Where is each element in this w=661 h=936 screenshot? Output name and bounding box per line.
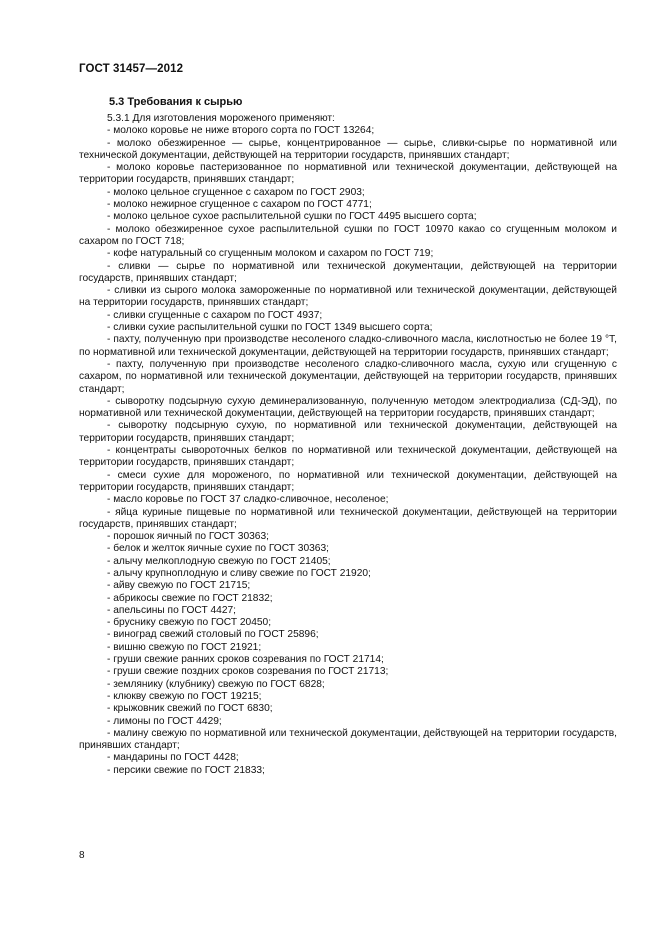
list-item: - сливки из сырого молока замороженные по нормативной или технической документации, действующей на территории государств, принявших стандарт; <box>79 285 617 309</box>
list-item: - малину свежую по нормативной или технической документации, действующей на территории государств, принявших стандарт; <box>79 727 617 752</box>
list-item: - груши свежие ранних сроков созревания по ГОСТ 21714; <box>107 654 384 666</box>
list-item: - абрикосы свежие по ГОСТ 21832; <box>107 592 273 604</box>
list-item: - концентраты сывороточных белков по нормативной или технической документации, действующей на территории государств, принявших стандарт; <box>79 445 617 469</box>
list-item: - молоко нежирное сгущенное с сахаром по ГОСТ 4771; <box>107 199 372 211</box>
section-title: 5.3 Требования к сырью <box>109 96 243 108</box>
list-item: - алычу крупноплодную и сливу свежие по ГОСТ 21920; <box>107 567 371 579</box>
list-item: - смеси сухие для мороженого, по нормативной или технической документации, действующей на территории государств, принявших стандарт; <box>79 469 617 493</box>
list-item: - бруснику свежую по ГОСТ 20450; <box>107 617 272 629</box>
list-item: - молоко обезжиренное сухое распылительной сушки по ГОСТ 10970 какао со сгущенным молоком и сахаром по ГОСТ 718; <box>79 223 617 247</box>
list-item: - сливки сгущенные с сахаром по ГОСТ 4937; <box>107 309 323 321</box>
list-item: - крыжовник свежий по ГОСТ 6830; <box>107 703 273 715</box>
list-item: - лимоны по ГОСТ 4429; <box>107 715 222 727</box>
list-item: - землянику (клубнику) свежую по ГОСТ 6828; <box>107 678 325 690</box>
list-item: - молоко цельное сгущенное с сахаром по ГОСТ 2903; <box>107 186 365 198</box>
page-number: 8 <box>79 850 85 861</box>
list-item: - апельсины по ГОСТ 4427; <box>107 604 236 616</box>
list-item: - пахту, полученную при производстве несоленого сладко-сливочного масла, кислотностью не более 19 °Т, по нормативной или технической документации, действующей на территории государств, принявших стандарт; <box>79 334 617 358</box>
list-item: - сливки сухие распылительной сушки по ГОСТ 1349 высшего сорта; <box>107 322 433 334</box>
list-item: - молоко коровье пастеризованное по нормативной или технической документации, действующей на территории государств, принявших стандарт; <box>79 162 617 186</box>
clause-intro: 5.3.1 Для изготовления мороженого применяют: <box>107 113 335 124</box>
list-item: - масло коровье по ГОСТ 37 сладко-сливочное, несоленое; <box>107 494 389 506</box>
list-item: - кофе натуральный со сгущенным молоком и сахаром по ГОСТ 719; <box>107 248 434 260</box>
list-item: - мандарины по ГОСТ 4428; <box>107 752 239 764</box>
list-item: - вишню свежую по ГОСТ 21921; <box>107 641 262 653</box>
list-item: - персики свежие по ГОСТ 21833; <box>107 764 265 776</box>
list-item: - айву свежую по ГОСТ 21715; <box>107 580 251 592</box>
list-item: - сыворотку подсырную сухую деминерализованную, полученную методом электродиализа (СД-ЭД), по нормативной или технической документации, действующей на территории государств, принявших стандарт; <box>79 395 617 420</box>
list-item: - виноград свежий столовый по ГОСТ 25896; <box>107 629 319 641</box>
list-item: - сливки — сырье по нормативной или технической документации, действующей на территории государств, принявших стандарт; <box>79 260 617 284</box>
list-item: - пахту, полученную при производстве несоленого сладко-сливочного масла, сухую или сгущенную с сахаром, по нормативной или технической документации, действующей на территории государств, принявших стандарт; <box>79 358 617 395</box>
list-item: - клюкву свежую по ГОСТ 19215; <box>107 690 262 702</box>
list-item: - молоко обезжиренное — сырье, концентрированное — сырье, сливки-сырье по нормативной или технической документации, действующей на территории государств, принявших стандарт; <box>79 137 617 161</box>
list-item: - алычу мелкоплодную свежую по ГОСТ 21405; <box>107 555 331 567</box>
list-item: - сыворотку подсырную сухую, по нормативной или технической документации, действующей на территории государств, принявших стандарт; <box>79 420 617 444</box>
list-item: - порошок яичный по ГОСТ 30363; <box>107 531 269 543</box>
list-item: - молоко цельное сухое распылительной сушки по ГОСТ 4495 высшего сорта; <box>107 211 477 223</box>
document-header: ГОСТ 31457—2012 <box>79 63 184 75</box>
list-item: - молоко коровье не ниже второго сорта по ГОСТ 13264; <box>107 125 375 137</box>
list-item: - белок и желток яичные сухие по ГОСТ 30363; <box>107 543 329 555</box>
requirements-list <box>79 113 617 777</box>
list-item: - яйца куриные пищевые по нормативной или технической документации, действующей на территории государств, принявших стандарт; <box>79 506 617 530</box>
list-item: - груши свежие поздних сроков созревания по ГОСТ 21713; <box>107 666 389 678</box>
